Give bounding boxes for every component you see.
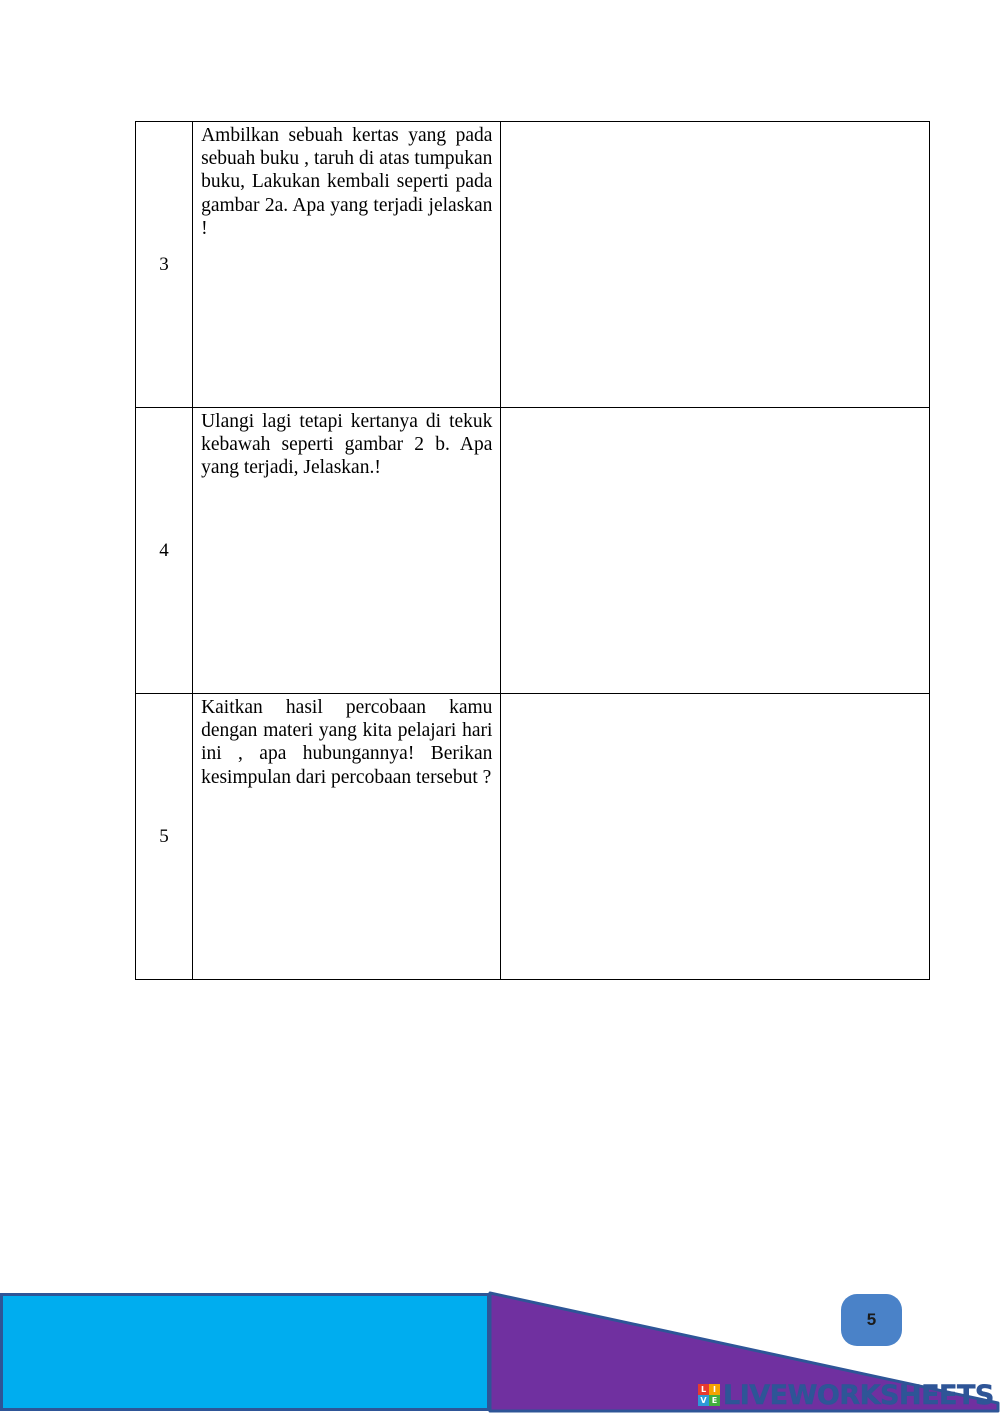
answer-box[interactable] xyxy=(501,694,930,980)
table-row xyxy=(136,694,930,980)
row-number: 4 xyxy=(136,408,193,694)
logo-letter: I xyxy=(709,1384,720,1395)
row-number: 5 xyxy=(136,694,193,980)
question-cell xyxy=(193,694,501,980)
question-text: Ambilkan sebuah kertas yang pada sebuah buku , taruh di atas tumpukan buku, Lakukan kembali seperti pada gambar 2a. Apa yang terjadi jelaskan ! xyxy=(201,125,493,239)
question-text: Ulangi lagi tetapi kertanya di tekuk kebawah seperti gambar 2 b. Apa yang terjadi, Jelaskan.! xyxy=(201,411,493,479)
worksheet-table xyxy=(135,121,930,980)
question-text: Kaitkan hasil percobaan kamu dengan materi yang kita pelajari hari ini , apa hubungannya! Berikan kesimpulan dari percobaan tersebut ? xyxy=(201,697,493,788)
liveworksheets-logo xyxy=(698,1380,994,1410)
table-row xyxy=(136,122,930,408)
answer-box[interactable] xyxy=(501,408,930,694)
question-cell xyxy=(193,408,501,694)
row-number: 3 xyxy=(136,122,193,408)
question-cell xyxy=(193,122,501,408)
liveworksheets-logo-text: LIVEWORKSHEETS xyxy=(723,1379,994,1411)
liveworksheets-logo-icon xyxy=(698,1384,720,1406)
logo-letter: V xyxy=(698,1395,709,1406)
table-row xyxy=(136,408,930,694)
logo-letter: L xyxy=(698,1384,709,1395)
page-number-badge: 5 xyxy=(841,1294,902,1346)
answer-box[interactable] xyxy=(501,122,930,408)
logo-letter: E xyxy=(709,1395,720,1406)
footer-blue-band xyxy=(0,1293,490,1411)
